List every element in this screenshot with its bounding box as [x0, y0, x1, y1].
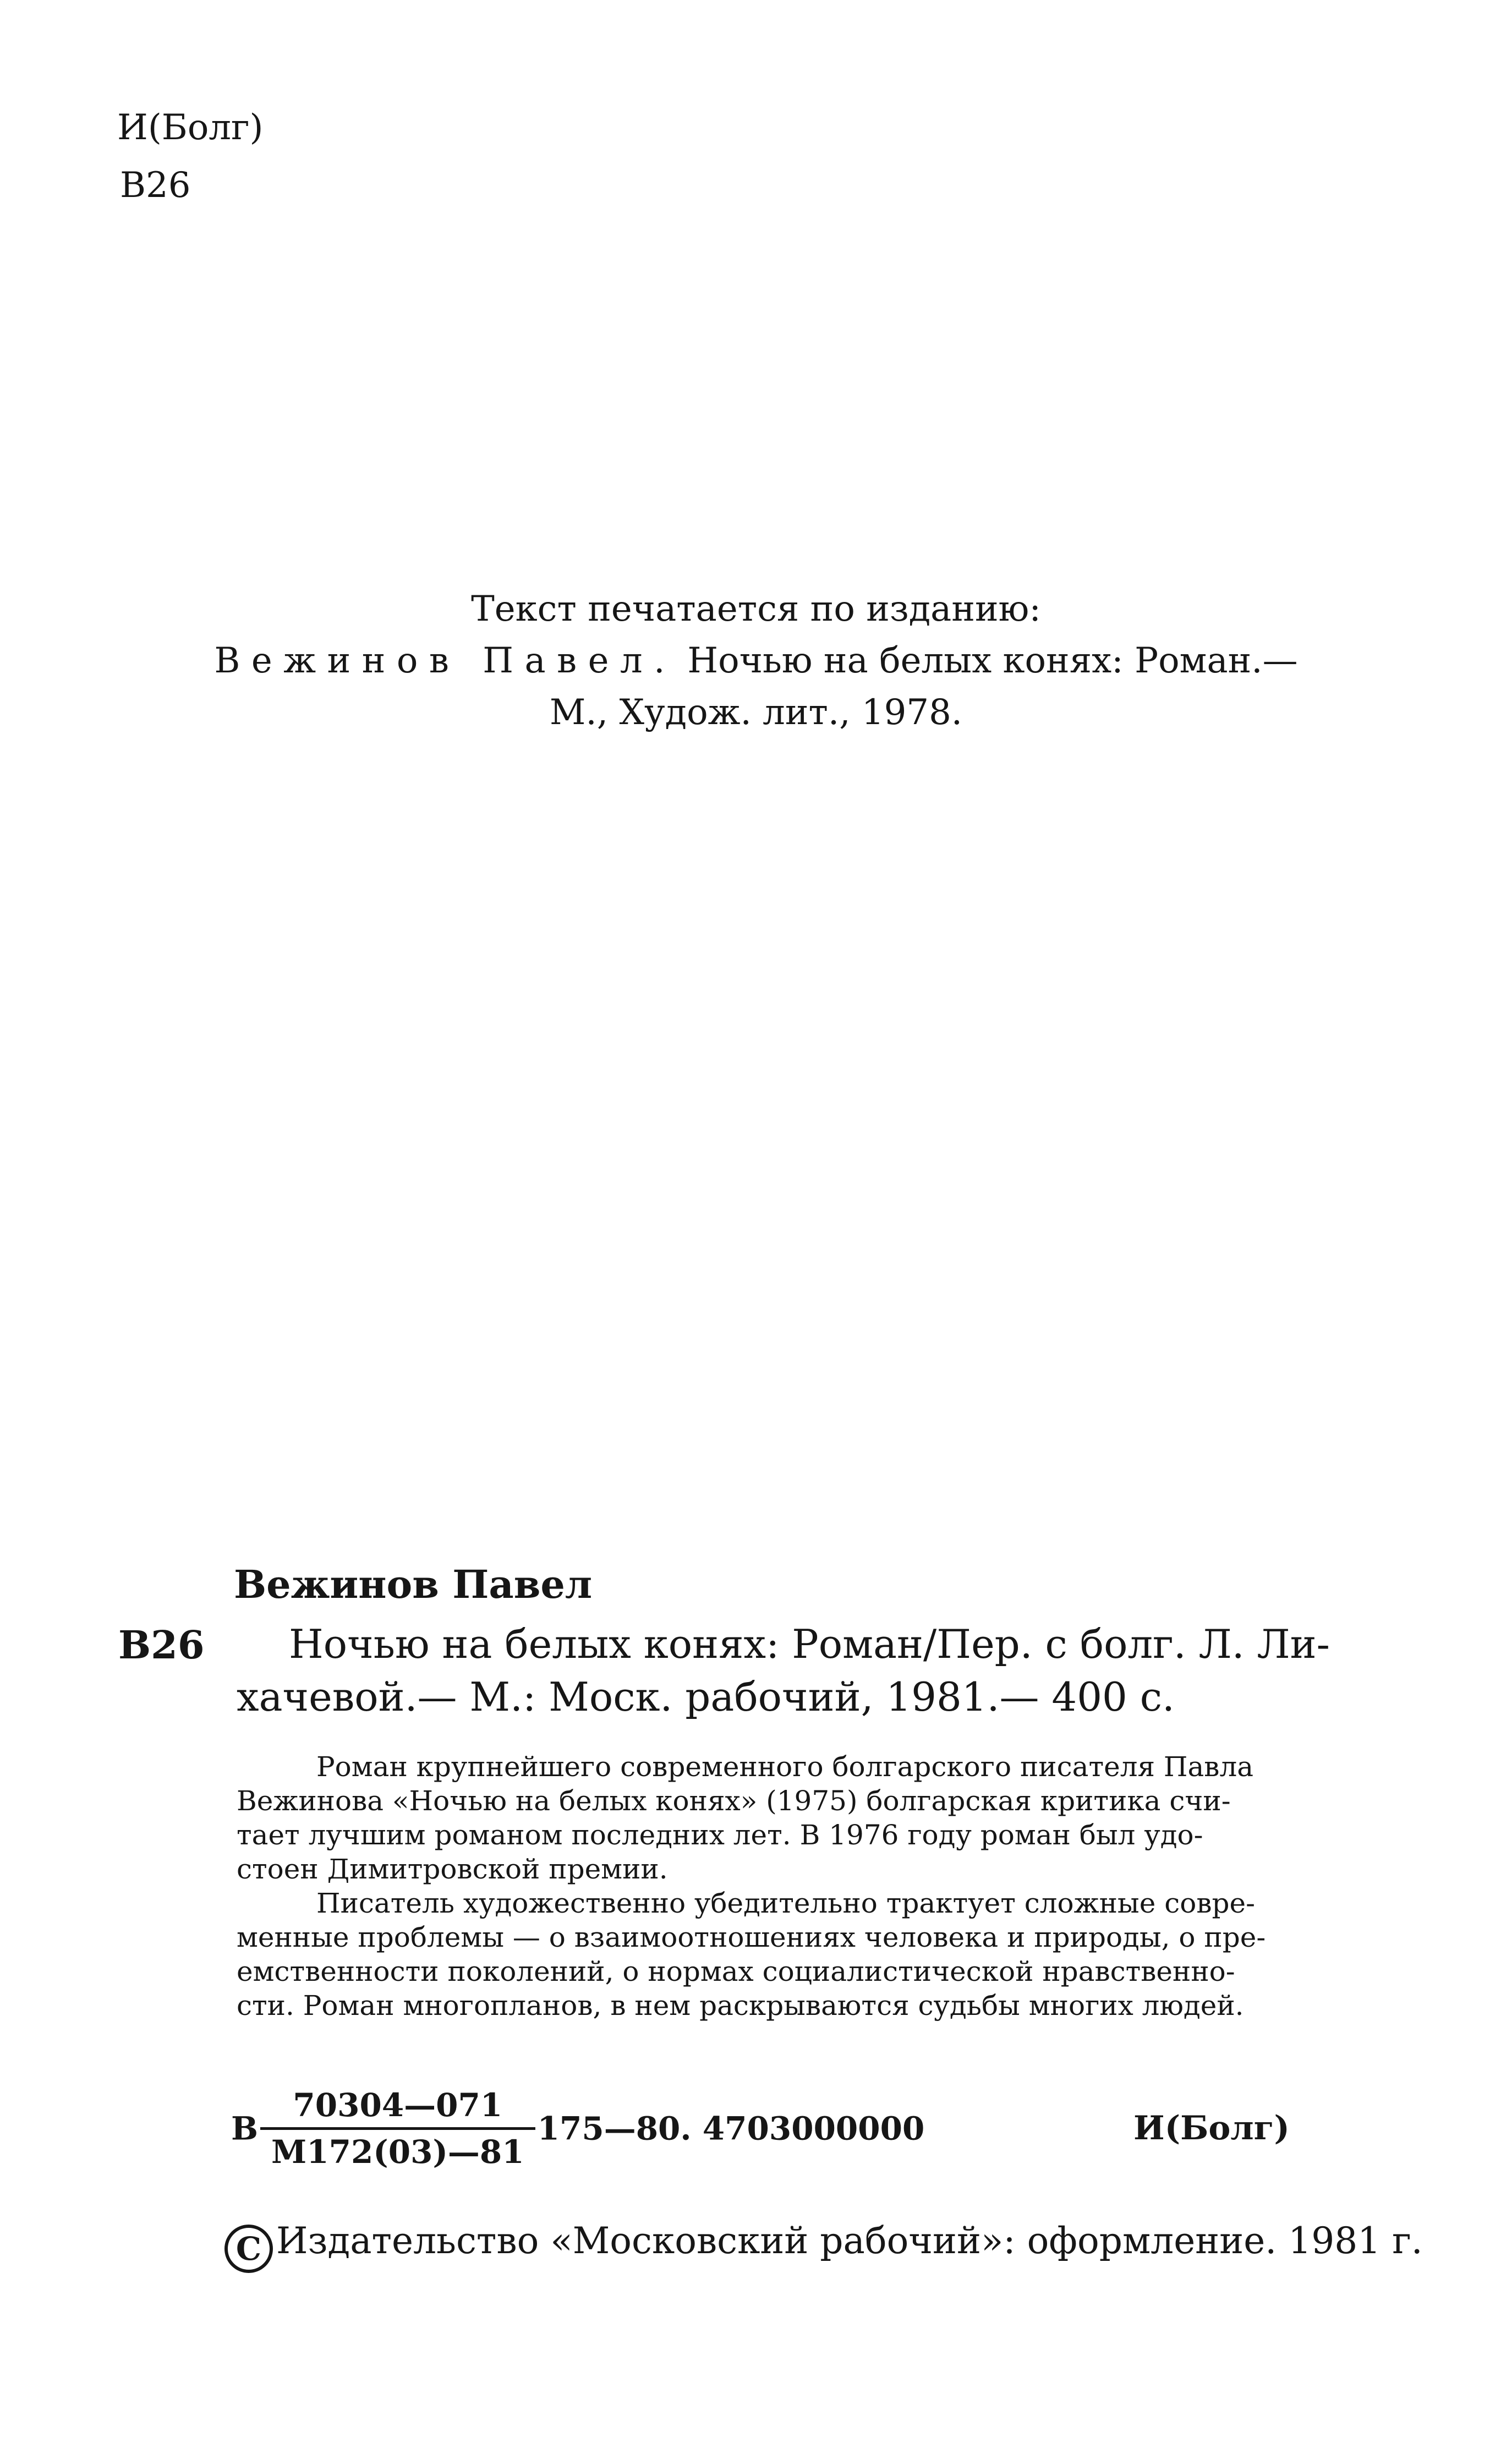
catalog-classification-code: И(Болг) — [1133, 2109, 1290, 2148]
copyright-icon: C — [224, 2225, 273, 2273]
catalog-number: 175—80. 4703000000 — [537, 2110, 925, 2148]
catalog-description-line-1: Ночью на белых конях: Роман/Пер. с болг. Л. Ли- — [289, 1621, 1330, 1667]
catalog-fraction-denominator: М172(03)—81 — [271, 2133, 524, 2171]
annotation-line: Писатель художественно убедительно трактует сложные совре- — [316, 1887, 1255, 1919]
catalog-description-line-2: хачевой.— М.: Моск. рабочий, 1981.— 400 с. — [237, 1674, 1175, 1720]
source-note-title: Ночью на белых конях: Роман.— — [676, 640, 1298, 681]
annotation-line: стоен Димитровской премии. — [237, 1853, 668, 1885]
copyright-line — [224, 2220, 1423, 2273]
source-edition-note — [0, 583, 1512, 738]
catalog-fraction — [260, 2085, 535, 2172]
catalog-author-heading: Вежинов Павел — [234, 1562, 593, 1607]
top-index-code: В26 — [120, 165, 191, 206]
annotation-line: тает лучшим романом последних лет. В 1976 году роман был удо- — [237, 1819, 1203, 1851]
annotation-line: менные проблемы — о взаимоотношениях человека и природы, о пре- — [237, 1921, 1266, 1953]
source-note-line-2 — [0, 635, 1512, 687]
annotation-line: Вежинова «Ночью на белых конях» (1975) болгарская критика счи- — [237, 1785, 1231, 1817]
catalog-description — [237, 1618, 1417, 1723]
source-note-line-1: Текст печатается по изданию: — [471, 589, 1041, 629]
catalog-annotation — [237, 1750, 1411, 2023]
catalog-number-line — [231, 2085, 924, 2172]
catalog-index-code: В26 — [118, 1622, 205, 1668]
source-note-author: Вежинов Павел. — [214, 640, 676, 681]
annotation-line: Роман крупнейшего современного болгарского писателя Павла — [316, 1751, 1254, 1783]
source-note-line-3: М., Худож. лит., 1978. — [549, 692, 963, 733]
copyright-text: Издательство «Московский рабочий»: оформление. 1981 г. — [276, 2220, 1423, 2262]
annotation-line: сти. Роман многопланов, в нем раскрываются судьбы многих людей. — [237, 1990, 1244, 2022]
top-classification-code: И(Болг) — [117, 107, 264, 148]
catalog-fraction-numerator: 70304—071 — [260, 2085, 535, 2130]
annotation-line: емственности поколений, о нормах социалистической нравственно- — [237, 1956, 1235, 1987]
catalog-letter: В — [231, 2110, 259, 2148]
